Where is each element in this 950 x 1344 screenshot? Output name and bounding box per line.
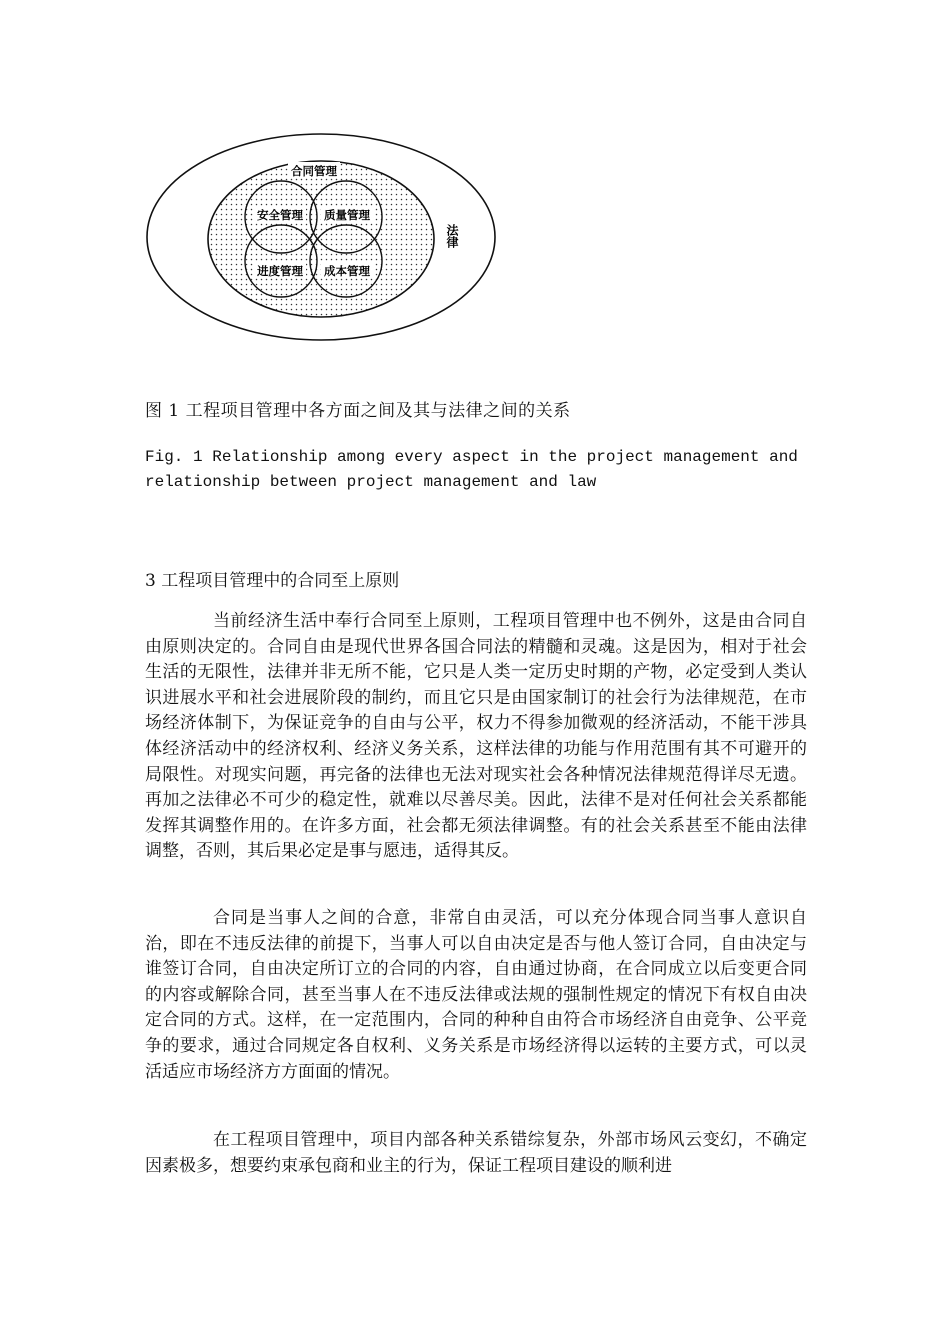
- cost-management-label: 成本管理: [324, 264, 370, 278]
- project-management-law-diagram: [140, 128, 520, 358]
- paragraph-1: 当前经济生活中奉行合同至上原则，工程项目管理中也不例外，这是由合同自由原则决定的。合同自由是现代世界各国合同法的精髓和灵魂。这是因为，相对于社会生活的无限性，法律并非无所不能，它只是人类一定历史时期的产物，必定受到人类认识进展水平和社会进展阶段的制约，而且它只是由国家制订的社会行为法律规范，在市场经济体制下，为保证竞争的自由与公平，权力不得参加微观的经济活动，不能干涉具体经济活动中的经济权利、经济义务关系，这样法律的功能与作用范围有其不可避开的局限性。对现实问题，再完备的法律也无法对现实社会各种情况法律规范得详尽无遗。再加之法律必不可少的稳定性，就难以尽善尽美。因此，法律不是对任何社会关系都能发挥其调整作用的。在许多方面，社会都无须法律调整。有的社会关系甚至不能由法律调整，否则，其后果必定是事与愿违，适得其反。: [145, 611, 807, 862]
- schedule-management-label: 进度管理: [257, 264, 303, 278]
- figure-caption-english: Fig. 1 Relationship among every aspect in the project management and relationship between project management and law: [145, 448, 798, 491]
- paragraph-2: 合同是当事人之间的合意，非常自由灵活，可以充分体现合同当事人意识自治，即在不违反法律的前提下，当事人可以自由决定是否与他人签订合同，自由决定与谁签订合同，自由决定所订立的合同的内容，自由通过协商，在合同成立以后变更合同的内容或解除合同，甚至当事人在不违反法律或法规的强制性规定的情况下有权自由决定合同的方式。这样，在一定范围内，合同的种种自由符合市场经济自由竞争、公平竞争的要求，通过合同规定各自权利、义务关系是市场经济得以运转的主要方式，可以灵活适应市场经济方方面面的情况。: [145, 908, 807, 1082]
- contract-management-circle: [208, 161, 434, 317]
- figure-caption-chinese: 图 1 工程项目管理中各方面之间及其与法律之间的关系: [145, 401, 571, 421]
- paragraph-3: 在工程项目管理中，项目内部各种关系错综复杂，外部市场风云变幻，不确定因素极多，想要约束承包商和业主的行为，保证工程项目建设的顺利进: [145, 1130, 807, 1176]
- law-label: 法律: [445, 224, 459, 248]
- contract-management-label: 合同管理: [291, 164, 337, 178]
- section-heading: 3 工程项目管理中的合同至上原则: [145, 571, 400, 591]
- safety-management-label: 安全管理: [257, 208, 303, 222]
- quality-management-label: 质量管理: [324, 208, 370, 222]
